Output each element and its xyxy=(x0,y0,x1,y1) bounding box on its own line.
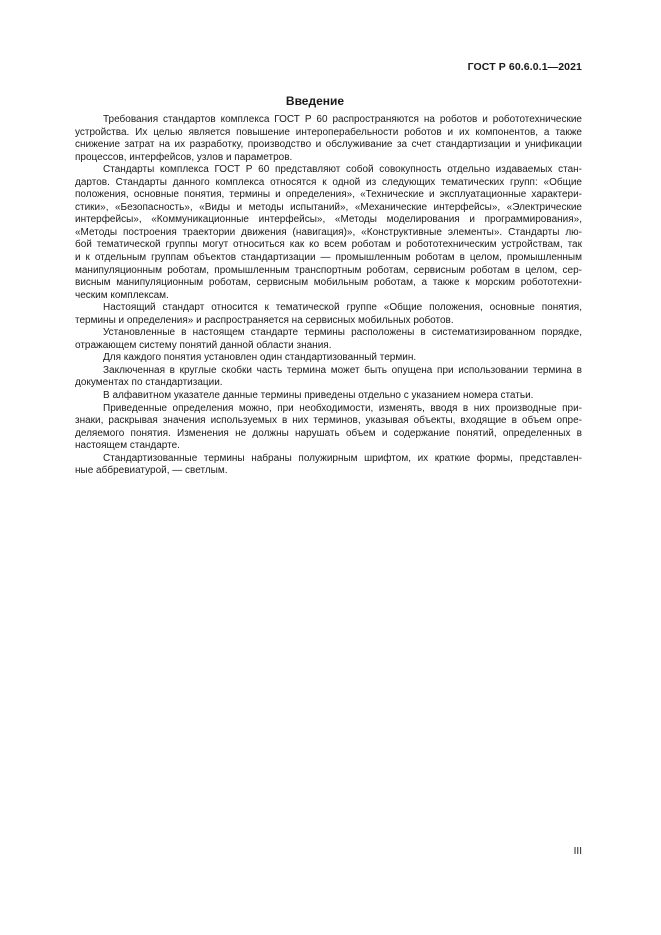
text-line: процессов, интерфейсов, узлов и параметров. xyxy=(75,151,293,163)
text-line: Стандартизованные термины набраны полужирным шрифтом, их краткие формы, представлен- xyxy=(103,452,582,464)
text-line: ческим комплексам. xyxy=(75,289,169,301)
text-line: стики», «Безопасность», «Виды и методы испытаний», «Механические интерфейсы», «Электрические xyxy=(75,201,582,213)
paragraph xyxy=(75,365,582,390)
paragraph xyxy=(75,352,582,365)
text-line: Заключенная в круглые скобки часть термина может быть опущена при использовании термина в xyxy=(103,364,582,376)
paragraph xyxy=(75,327,582,352)
text-line: документах по стандартизации. xyxy=(75,377,223,389)
text-line: положения, основные понятия, термины и определения», «Технические и эксплуатационные характери- xyxy=(75,189,582,201)
introduction-text xyxy=(75,114,582,478)
text-line: деляемого понятия. Изменения не должны нарушать объем и содержание понятий, определенных в xyxy=(75,427,582,439)
paragraph xyxy=(75,302,582,327)
text-line: устройства. Их целью является повышение интероперабельности роботов и их компонентов, а также xyxy=(75,126,582,138)
text-line: бой тематической группы могут относиться как ко всем роботам и робототехническим устройствам, так xyxy=(75,239,582,251)
document-code: ГОСТ Р 60.6.0.1—2021 xyxy=(467,61,582,73)
page-number: III xyxy=(573,846,582,857)
text-line: Установленные в настоящем стандарте термины расположены в систематизированном порядке, xyxy=(103,327,582,339)
text-line: термины и определения» и распространяется на сервисных мобильных роботов. xyxy=(75,314,454,326)
text-line: Настоящий стандарт относится к тематической группе «Общие положения, основные понятия, xyxy=(103,302,582,314)
text-line: Приведенные определения можно, при необходимости, изменять, вводя в них производные при- xyxy=(103,402,582,414)
paragraph xyxy=(75,403,582,453)
paragraph xyxy=(75,390,582,403)
paragraph xyxy=(75,453,582,478)
text-line: снижение затрат на их разработку, производство и обслуживание за счет стандартизации и унификации xyxy=(75,139,582,151)
text-line: Требования стандартов комплекса ГОСТ Р 60 распространяются на роботов и робототехнические xyxy=(103,114,582,125)
text-line: манипуляционным роботам, промышленным транспортным роботам, сервисным роботам в целом, сер- xyxy=(75,264,582,276)
paragraph xyxy=(75,164,582,302)
text-line: В алфавитном указателе данные термины приведены отдельно с указанием номера статьи. xyxy=(103,390,534,402)
text-line: Стандарты комплекса ГОСТ Р 60 представляют собой совокупность отдельно издаваемых стан- xyxy=(103,164,582,176)
text-line: Для каждого понятия установлен один стандартизованный термин. xyxy=(103,352,417,364)
section-title: Введение xyxy=(285,94,345,108)
text-line: «Методы построения траектории движения (навигация)», «Конструктивные элементы». Стандарты лю- xyxy=(75,226,582,238)
text-line: интерфейсы», «Коммуникационные интерфейсы», «Методы моделирования и программирования», xyxy=(75,214,582,226)
text-line: знаки, раскрывая значения используемых в них терминов, указывая объекты, входящие в объем опре- xyxy=(75,415,582,427)
text-line: ные аббревиатурой, — светлым. xyxy=(75,465,228,477)
text-line: настоящем стандарте. xyxy=(75,440,180,452)
text-line: дартов. Стандарты данного комплекса относятся к одной из следующих тематических групп: «Общие xyxy=(75,176,582,188)
text-line: отражающем систему понятий данной области знания. xyxy=(75,339,332,351)
paragraph xyxy=(75,114,582,164)
text-line: и к отдельным группам объектов стандартизации — промышленным роботам в целом, промышленным xyxy=(75,252,582,264)
text-line: висным манипуляционным роботам, сервисным мобильным роботам, а также к морским робототехни- xyxy=(75,277,582,289)
